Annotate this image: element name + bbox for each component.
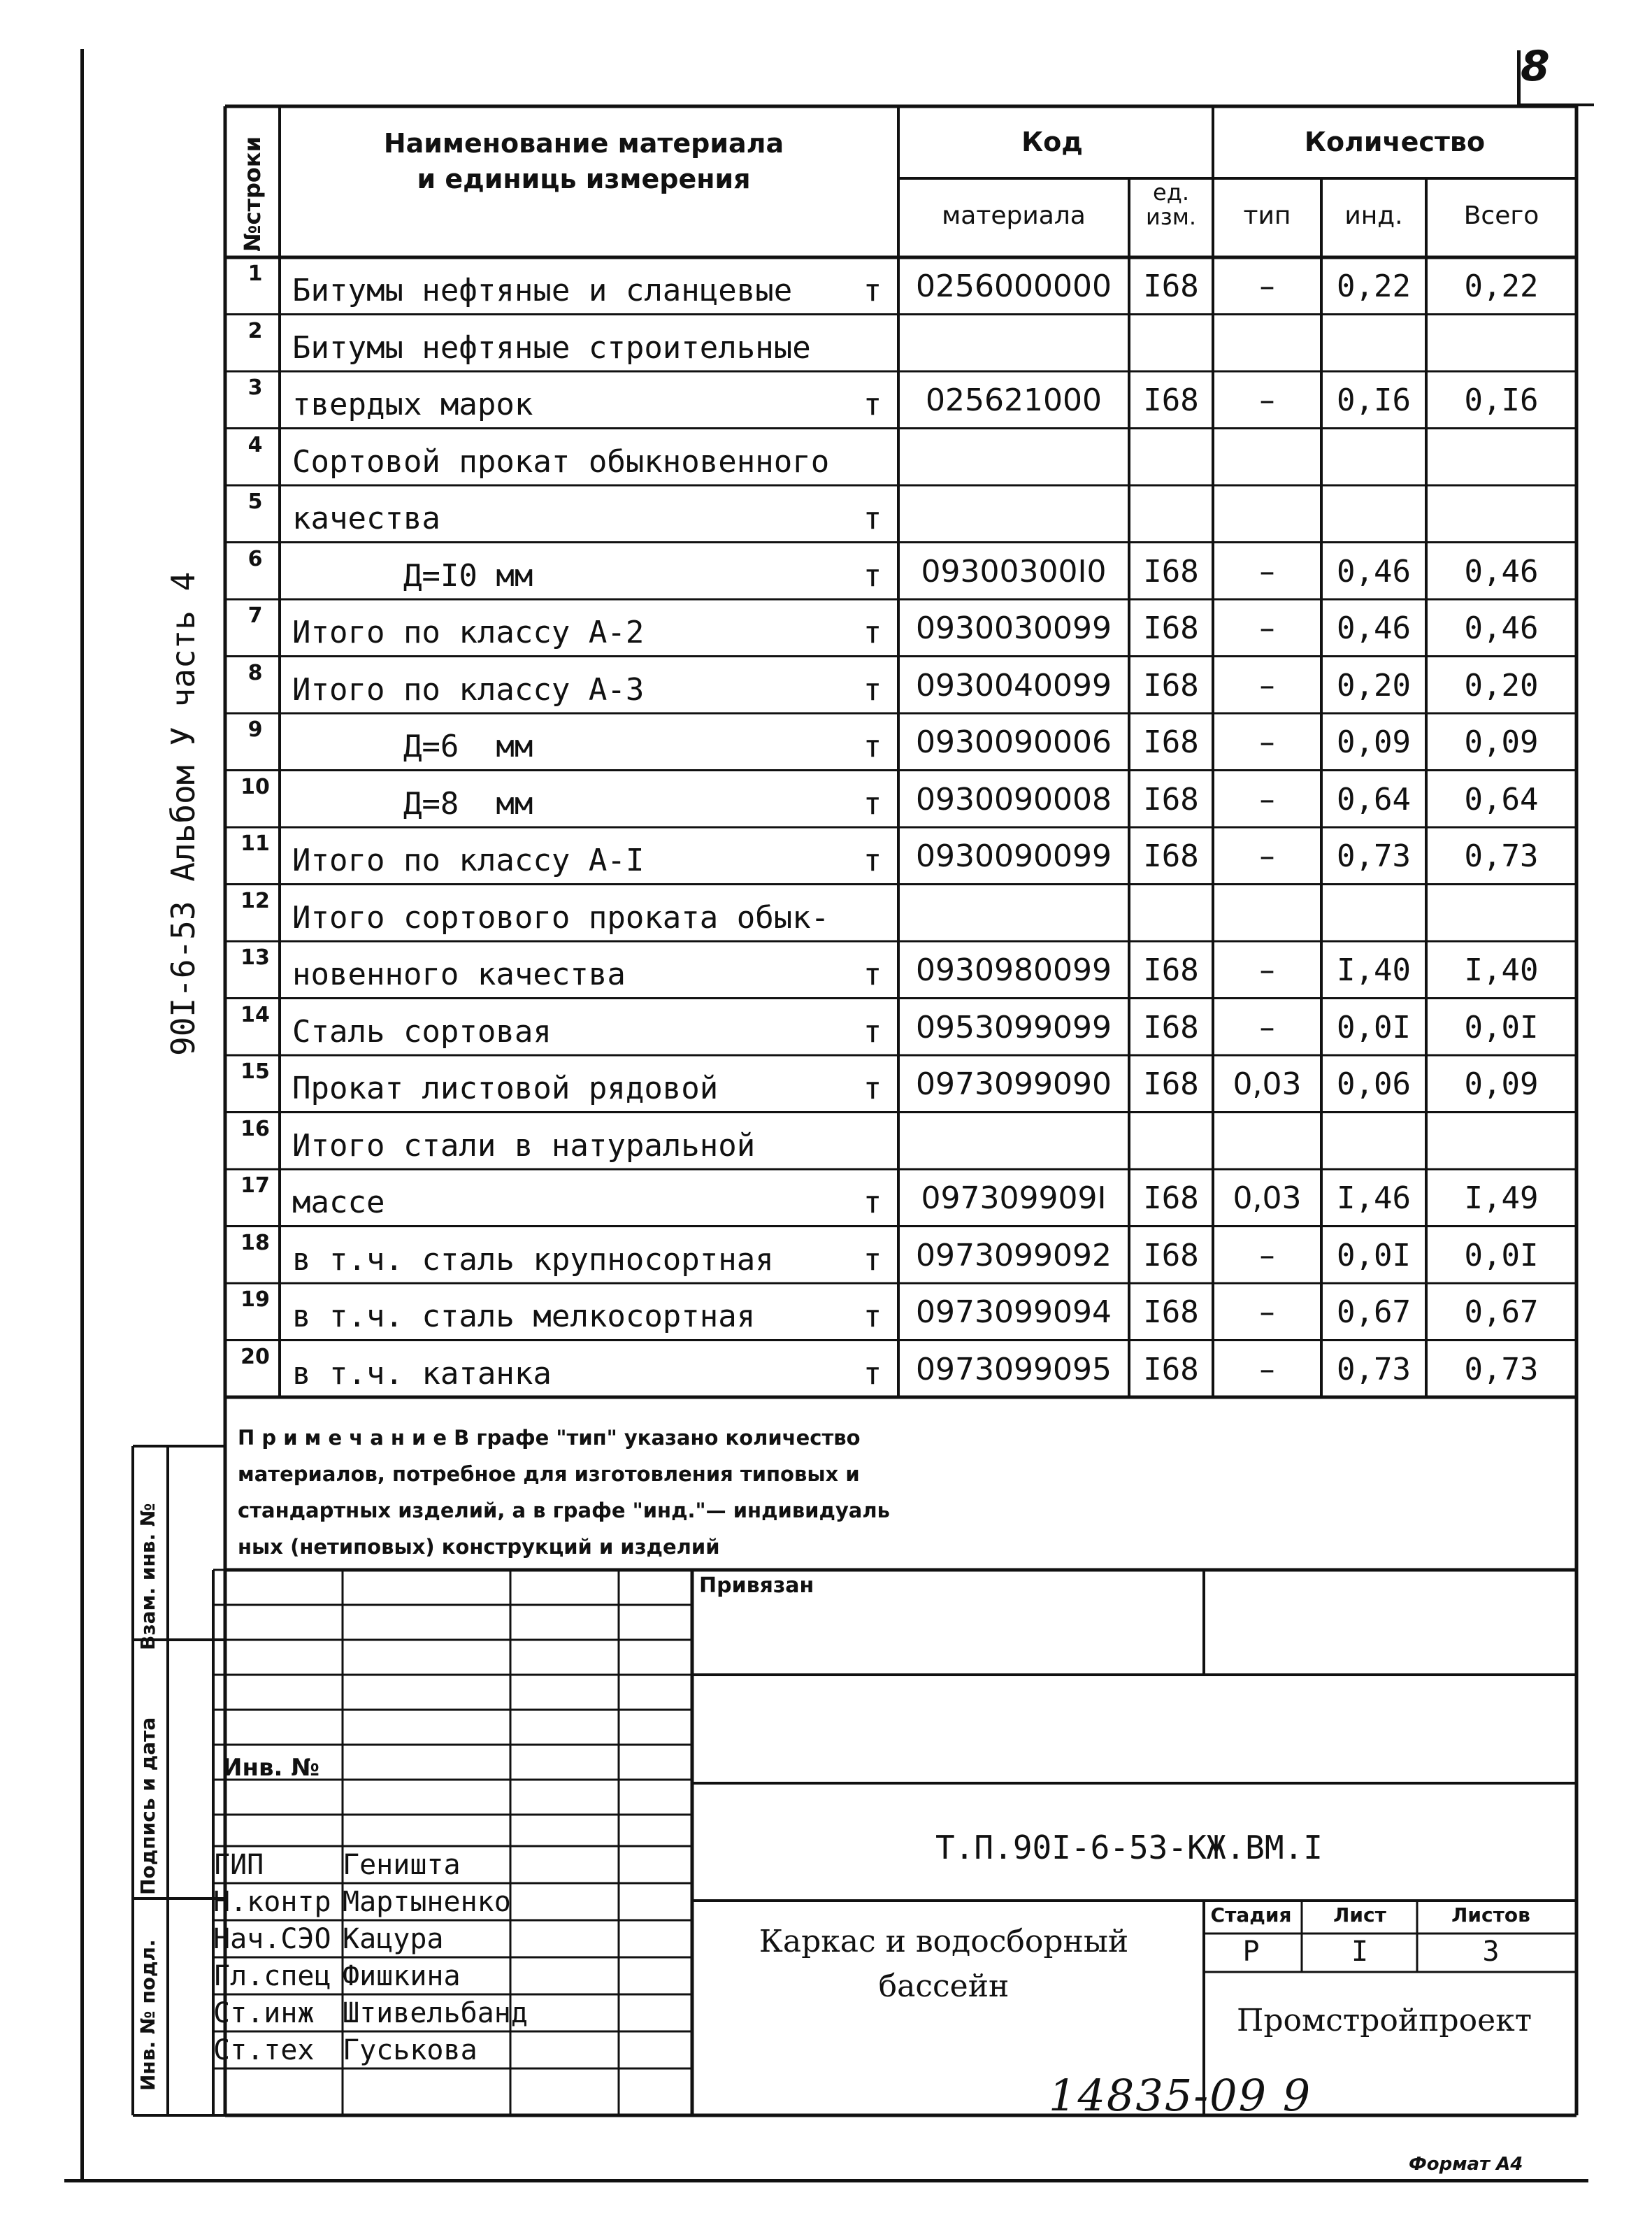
material-code: 097309909I xyxy=(921,1180,1107,1216)
material-name: Д=I0 мм xyxy=(292,557,533,594)
header-quantity: Количество xyxy=(1304,127,1486,157)
qty-total: 0,20 xyxy=(1464,667,1539,703)
header-name: Наименование материала и единиць измерения xyxy=(383,128,784,195)
qty-total: I,49 xyxy=(1464,1180,1539,1216)
row-number: 5 xyxy=(247,489,263,514)
unit-code: I68 xyxy=(1143,667,1199,703)
material-code: 0953099099 xyxy=(916,1009,1112,1045)
material-name: Прокат листовой рядовой xyxy=(292,1071,719,1106)
row-number: 10 xyxy=(240,774,270,799)
material-name: новенного качества xyxy=(292,957,626,992)
material-name: Итого сортового проката обык- xyxy=(292,899,830,936)
material-code: 0973099095 xyxy=(916,1351,1112,1387)
qty-ind: 0,67 xyxy=(1337,1294,1411,1330)
material-code: 0930090008 xyxy=(916,781,1112,817)
row-number: 19 xyxy=(240,1287,270,1312)
row-number: 8 xyxy=(247,660,263,685)
signatory-name: Штивельбанд xyxy=(343,1997,528,2029)
archive-number: 14835-09 9 xyxy=(1049,2070,1312,2121)
qty-total: 0,I6 xyxy=(1464,383,1539,418)
material-code: 0973099090 xyxy=(916,1066,1112,1102)
unit-letter: т xyxy=(863,273,882,308)
qty-ind: 0,73 xyxy=(1337,1351,1411,1387)
row-number: 12 xyxy=(240,888,270,913)
side-vzam-label: Взам. инв. № xyxy=(136,1503,159,1650)
unit-letter: т xyxy=(863,1241,882,1278)
qty-type: – xyxy=(1259,1294,1275,1330)
note-block xyxy=(238,1420,1566,1565)
qty-type: – xyxy=(1259,553,1275,589)
material-name: Д=6 мм xyxy=(292,729,533,764)
unit-code: I68 xyxy=(1143,1237,1199,1273)
qty-type: – xyxy=(1259,1351,1275,1387)
unit-code: I68 xyxy=(1143,838,1199,874)
unit-code: I68 xyxy=(1143,781,1199,817)
side-podpis-label: Подпись и дата xyxy=(136,1717,159,1895)
signatory-role: Ст.тех xyxy=(213,2034,315,2066)
material-name: Битумы нефтяные и сланцевые xyxy=(292,273,793,308)
qty-total: 0,73 xyxy=(1464,838,1539,874)
material-name: в т.ч. сталь крупносортная xyxy=(292,1241,774,1278)
note-line-4: ных (нетиповых) конструкций и изделий xyxy=(238,1535,720,1559)
row-number: 18 xyxy=(240,1230,270,1255)
unit-code: I68 xyxy=(1143,553,1199,589)
qty-ind: 0,0I xyxy=(1337,1237,1411,1273)
qty-ind: 0,73 xyxy=(1337,838,1411,874)
qty-type: – xyxy=(1259,610,1275,646)
qty-type: – xyxy=(1259,383,1275,418)
sheets-value: 3 xyxy=(1482,1936,1500,1968)
signatory-role: Ст.инж xyxy=(213,1997,315,2029)
material-name: в т.ч. сталь мелкосортная xyxy=(292,1299,756,1334)
material-code: 0930030099 xyxy=(916,610,1112,646)
unit-letter: т xyxy=(863,729,882,764)
signatory-name: Кацура xyxy=(343,1923,444,1955)
header-ind: инд. xyxy=(1344,201,1403,230)
unit-letter: т xyxy=(863,1299,882,1334)
unit-letter: т xyxy=(863,1013,882,1050)
material-code: 0930090099 xyxy=(916,838,1112,874)
unit-code: I68 xyxy=(1143,1009,1199,1045)
signatory-name: Геништа xyxy=(343,1849,461,1881)
qty-total: 0,73 xyxy=(1464,1351,1539,1387)
unit-letter: т xyxy=(863,1071,882,1106)
qty-type: – xyxy=(1259,838,1275,874)
signatory-role: Нач.СЭО xyxy=(213,1923,331,1955)
unit-code: I68 xyxy=(1143,1294,1199,1330)
stage-value: Р xyxy=(1242,1936,1260,1968)
material-name: качества xyxy=(292,501,440,536)
unit-letter: т xyxy=(863,1355,882,1392)
signatory-name: Гуськова xyxy=(343,2034,477,2066)
material-name: Итого по классу А-I xyxy=(292,843,645,878)
qty-total: 0,22 xyxy=(1464,269,1539,304)
qty-total: 0,0I xyxy=(1464,1009,1539,1045)
unit-code: I68 xyxy=(1143,383,1199,418)
material-name: в т.ч. катанка xyxy=(292,1355,552,1392)
row-number: 9 xyxy=(247,717,263,742)
signatory-role: Н.контр xyxy=(213,1886,331,1918)
qty-type: – xyxy=(1259,1009,1275,1045)
row-number: 15 xyxy=(240,1059,270,1084)
qty-ind: 0,46 xyxy=(1337,610,1411,646)
header-code: Код xyxy=(1021,127,1083,157)
qty-total: 0,09 xyxy=(1464,1066,1539,1102)
row-number: 11 xyxy=(240,831,270,856)
material-name: Сортовой прокат обыкновенного xyxy=(292,443,830,480)
row-number: 4 xyxy=(247,432,263,457)
sheets-header: Листов xyxy=(1451,1903,1530,1927)
qty-ind: 0,06 xyxy=(1337,1066,1411,1102)
material-name: Итого по классу А-2 xyxy=(292,615,645,650)
unit-letter: т xyxy=(863,387,882,422)
sheet-number: 8 xyxy=(1521,42,1550,91)
material-name: Сталь сортовая xyxy=(292,1013,552,1050)
qty-ind: 0,I6 xyxy=(1337,383,1411,418)
qty-type: – xyxy=(1259,781,1275,817)
material-name: Итого по классу А-3 xyxy=(292,671,645,708)
material-code: 0930040099 xyxy=(916,667,1112,703)
material-name: Д=8 мм xyxy=(292,785,533,822)
unit-code: I68 xyxy=(1143,1351,1199,1387)
material-name: Битумы нефтяные строительные xyxy=(292,329,811,366)
side-inv-podl-label: Инв. № подл. xyxy=(136,1939,159,2091)
material-name: массе xyxy=(292,1185,385,1220)
document-code: Т.П.90I-6-53-КЖ.ВМ.I xyxy=(935,1829,1323,1866)
qty-type: – xyxy=(1259,667,1275,703)
note-line-2: материалов, потребное для изготовления типовых и xyxy=(238,1462,860,1486)
material-code: 09300300I0 xyxy=(921,553,1107,589)
side-album-label: 90I-6-53 Альбом У часть 4 xyxy=(164,571,202,1056)
sheet-header: Лист xyxy=(1333,1903,1386,1927)
material-code: 025621000 xyxy=(926,383,1102,418)
row-number: 7 xyxy=(247,603,263,628)
signatory-role: Гл.спец xyxy=(213,1960,331,1992)
qty-total: I,40 xyxy=(1464,952,1539,988)
material-code: 0973099092 xyxy=(916,1237,1112,1273)
header-total: Всего xyxy=(1463,201,1539,230)
header-unit: ед. изм. xyxy=(1145,179,1197,231)
row-number: 6 xyxy=(247,546,263,571)
qty-ind: I,46 xyxy=(1337,1180,1411,1216)
row-number: 14 xyxy=(240,1002,270,1027)
row-number: 2 xyxy=(247,318,263,343)
qty-ind: 0,22 xyxy=(1337,269,1411,304)
unit-code: I68 xyxy=(1143,724,1199,760)
unit-letter: т xyxy=(863,785,882,822)
material-name: Итого стали в натуральной xyxy=(292,1127,756,1164)
qty-type: – xyxy=(1259,269,1275,304)
qty-total: 0,46 xyxy=(1464,610,1539,646)
inv-no-label: Инв. № xyxy=(222,1754,320,1782)
qty-type: – xyxy=(1259,724,1275,760)
document-title: Каркас и водосборный бассейн xyxy=(759,1924,1129,2004)
qty-total: 0,67 xyxy=(1464,1294,1539,1330)
header-row-no: №строки xyxy=(239,136,266,252)
unit-letter: т xyxy=(863,1185,882,1220)
qty-type: – xyxy=(1259,952,1275,988)
header-type: тип xyxy=(1243,201,1291,230)
qty-ind: I,40 xyxy=(1337,952,1411,988)
unit-code: I68 xyxy=(1143,952,1199,988)
organization: Промстройпроект xyxy=(1236,2003,1532,2038)
privyazan-label: Привязан xyxy=(699,1573,814,1598)
qty-type: – xyxy=(1259,1237,1275,1273)
note-line-3: стандартных изделий, а в графе "инд."— индивидуаль xyxy=(238,1499,890,1522)
material-name: твердых марок xyxy=(292,387,533,422)
qty-ind: 0,20 xyxy=(1337,667,1411,703)
material-code: 0930980099 xyxy=(916,952,1112,988)
qty-ind: 0,09 xyxy=(1337,724,1411,760)
signatory-name: Мартыненко xyxy=(343,1886,511,1918)
material-code: 0973099094 xyxy=(916,1294,1112,1330)
qty-total: 0,64 xyxy=(1464,781,1539,817)
unit-letter: т xyxy=(863,957,882,992)
format-label: Формат А4 xyxy=(1409,2154,1523,2175)
qty-ind: 0,46 xyxy=(1337,553,1411,589)
signatory-name: Фишкина xyxy=(343,1960,461,1992)
stage-header: Стадия xyxy=(1210,1903,1292,1927)
qty-type: 0,03 xyxy=(1233,1180,1302,1216)
material-code: 0256000000 xyxy=(916,269,1112,304)
unit-code: I68 xyxy=(1143,1066,1199,1102)
material-code: 0930090006 xyxy=(916,724,1112,760)
qty-ind: 0,0I xyxy=(1337,1009,1411,1045)
unit-code: I68 xyxy=(1143,1180,1199,1216)
row-number: 20 xyxy=(240,1344,270,1369)
qty-ind: 0,64 xyxy=(1337,781,1411,817)
note-line-1: П р и м е ч а н и е В графе "тип" указано количество xyxy=(238,1426,861,1450)
qty-total: 0,0I xyxy=(1464,1237,1539,1273)
row-number: 16 xyxy=(240,1116,270,1141)
row-number: 17 xyxy=(240,1173,270,1198)
unit-letter: т xyxy=(863,557,882,594)
unit-letter: т xyxy=(863,843,882,878)
unit-code: I68 xyxy=(1143,269,1199,304)
row-number: 1 xyxy=(247,262,263,286)
row-number: 13 xyxy=(240,945,270,970)
unit-code: I68 xyxy=(1143,610,1199,646)
qty-total: 0,09 xyxy=(1464,724,1539,760)
signatory-role: ГИП xyxy=(213,1849,264,1881)
unit-letter: т xyxy=(863,615,882,650)
sheet-value: I xyxy=(1351,1936,1369,1968)
header-material: материала xyxy=(942,201,1086,230)
qty-type: 0,03 xyxy=(1233,1066,1302,1102)
unit-letter: т xyxy=(863,501,882,536)
row-number: 3 xyxy=(247,376,263,400)
unit-letter: т xyxy=(863,671,882,708)
qty-total: 0,46 xyxy=(1464,553,1539,589)
